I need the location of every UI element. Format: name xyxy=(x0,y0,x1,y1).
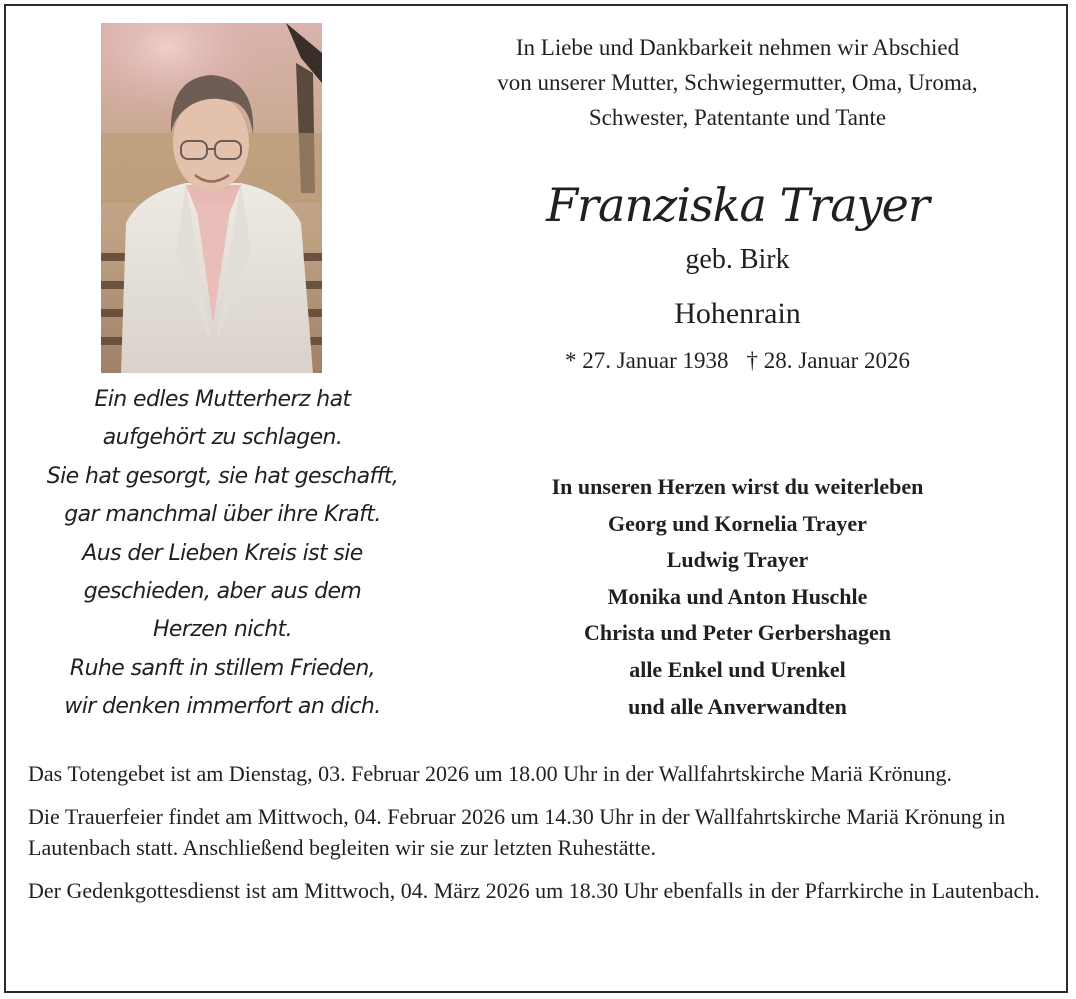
farewell-intro xyxy=(430,30,1045,135)
poem-line: aufgehört zu schlagen. xyxy=(102,425,343,451)
intro-line: von unserer Mutter, Schwiegermutter, Oma, Uroma, xyxy=(497,70,978,95)
deceased-name: Franziska Trayer xyxy=(546,178,929,232)
portrait-photo xyxy=(101,23,322,373)
mourner-entry: Ludwig Trayer xyxy=(666,547,809,573)
mourners-list xyxy=(430,469,1045,725)
memorial-poem xyxy=(20,381,425,727)
hometown: Hohenrain xyxy=(674,297,801,330)
poem-line: Ein edles Mutterherz hat xyxy=(94,387,351,412)
death-date: † 28. Januar 2026 xyxy=(746,348,911,373)
poem-line: Aus der Lieben Kreis ist sie xyxy=(82,540,363,566)
poem-line: Ruhe sanft in stillem Frieden, xyxy=(69,655,376,681)
poem-line: geschieden, aber aus dem xyxy=(83,579,362,605)
poem-line: Sie hat gesorgt, sie hat geschafft, xyxy=(46,463,399,489)
poem-line: wir denken immerfort an dich. xyxy=(64,694,381,720)
life-dates xyxy=(430,345,1045,377)
memorial-service-notice: Der Gedenkgottesdienst ist am Mittwoch, 04. März 2026 um 18.30 Uhr ebenfalls in der Pfarrkirche in Lautenbach. xyxy=(28,878,1040,903)
mourners-heading: In unseren Herzen wirst du weiterleben xyxy=(551,474,924,499)
wake-notice: Das Totengebet ist am Dienstag, 03. Februar 2026 um 18.00 Uhr in der Wallfahrtskirche Mariä Krönung. xyxy=(28,761,952,786)
service-notices xyxy=(28,758,1058,918)
mourner-entry: Georg und Kornelia Trayer xyxy=(608,510,867,536)
funeral-notice: Die Trauerfeier findet am Mittwoch, 04. Februar 2026 um 14.30 Uhr in der Wallfahrtskirche Mariä Krönung in Lautenbach statt. Anschließend begleiten wir sie zur letzten Ruhestätte. xyxy=(28,804,1006,860)
mourner-entry: alle Enkel und Urenkel xyxy=(629,656,846,682)
poem-line: gar manchmal über ihre Kraft. xyxy=(64,502,381,528)
poem-line: Herzen nicht. xyxy=(152,617,293,643)
intro-line: In Liebe und Dankbarkeit nehmen wir Abschied xyxy=(515,35,960,60)
mourner-entry: und alle Anverwandten xyxy=(628,693,847,719)
maiden-name: geb. Birk xyxy=(685,244,790,275)
mourner-entry: Monika und Anton Huschle xyxy=(607,583,868,609)
intro-line: Schwester, Patentante und Tante xyxy=(588,105,887,130)
birth-date: * 27. Januar 1938 xyxy=(564,348,729,373)
mourner-entry: Christa und Peter Gerbershagen xyxy=(584,620,891,646)
